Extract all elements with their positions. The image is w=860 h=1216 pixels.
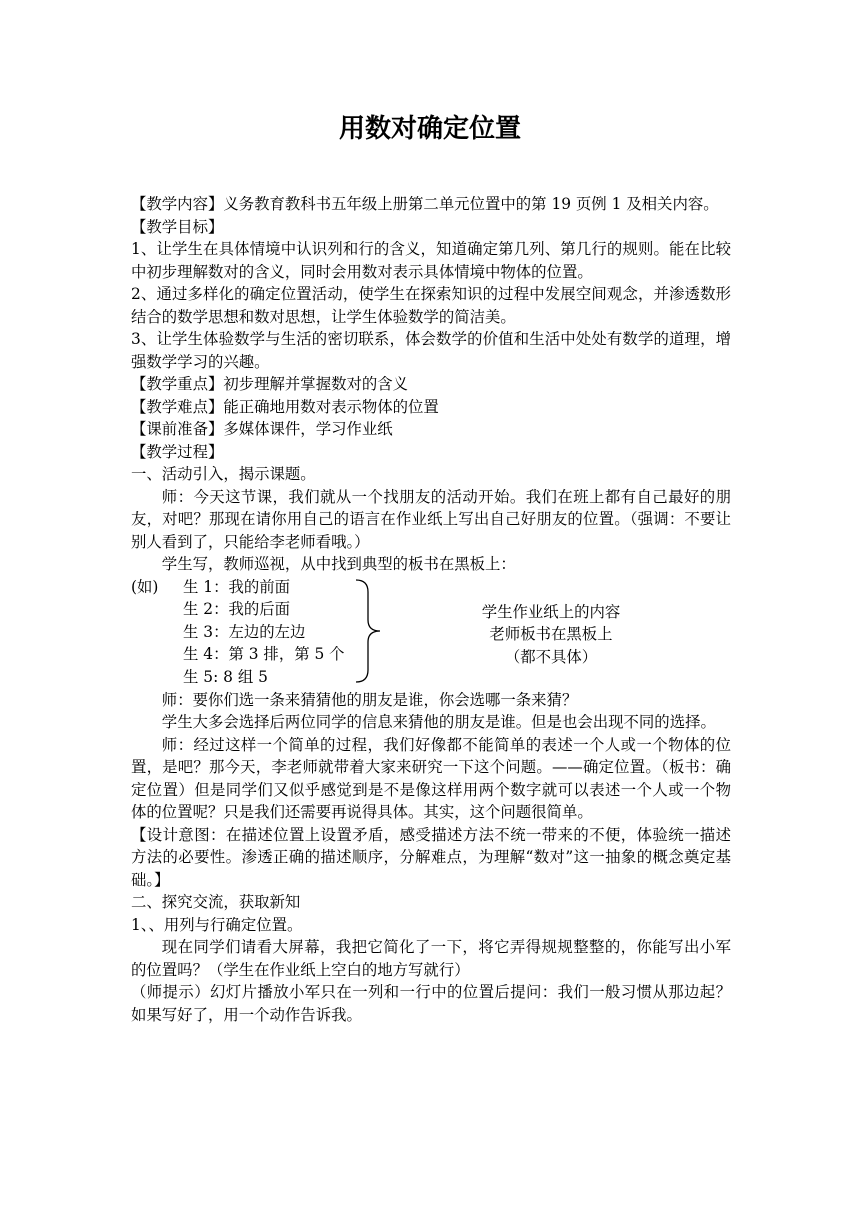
paragraph: 师：经过这样一个简单的过程，我们好像都不能简单的表述一个人或一个物体的位置，是吧？那今天，李老师就带着大家来研究一下这个问题。——确定位置。（板书：确定位置）但是同学们又似乎感觉到是不是像这样用两个数字就可以表述一个人或一个物体的位置呢？只是我们还需要再说得具体。其实，这个问题很简单。 bbox=[131, 735, 731, 821]
example-note-line: 学生作业纸上的内容 bbox=[481, 602, 621, 621]
paragraph: 【设计意图：在描述位置上设置矛盾，感受描述方法不统一带来的不便，体验统一描述方法的必要性。渗透正确的描述顺序，分解难点，为理解“数对”这一抽象的概念奠定基础。】 bbox=[131, 825, 731, 889]
paragraph: 一、活动引入，揭示课题。 bbox=[131, 465, 316, 483]
paragraphs-after bbox=[131, 689, 731, 1027]
paragraph: 3、让学生体验数学与生活的密切联系，体会数学的价值和生活中处处有数学的道理，增强数学学习的兴趣。 bbox=[131, 330, 731, 371]
paragraph: 【教学难点】能正确地用数对表示物体的位置 bbox=[131, 397, 439, 416]
example-lines bbox=[183, 576, 345, 689]
paragraph: 1、让学生在具体情境中认识列和行的含义，知道确定第几列、第几行的规则。能在比较中初步理解数对的含义，同时会用数对表示具体情境中物体的位置。 bbox=[131, 240, 731, 281]
example-line: 生 1：我的前面 bbox=[183, 577, 291, 596]
paragraph: （师提示）幻灯片播放小军只在一列和一行中的位置后提问：我们一般习惯从那边起？如果写好了，用一个动作告诉我。 bbox=[131, 983, 731, 1024]
paragraph: 1、、用列与行确定位置。 bbox=[131, 915, 303, 934]
paragraph: 学生大多会选择后两位同学的信息来猜他的朋友是谁。但是也会出现不同的选择。 bbox=[161, 713, 716, 731]
paragraph: 师：要你们选一条来猜猜他的朋友是谁，你会选哪一条来猜？ bbox=[161, 690, 578, 709]
curly-brace-icon bbox=[353, 578, 383, 684]
paragraph: 学生写，教师巡视，从中找到典型的板书在黑板上： bbox=[161, 555, 516, 573]
paragraph: 【教学目标】 bbox=[131, 217, 224, 236]
paragraph: 2、通过多样化的确定位置活动，使学生在探索知识的过程中发展空间观念，并渗透数形结合的数学思想和数对思想，让学生体验数学的简洁美。 bbox=[131, 285, 731, 326]
paragraph: 【教学内容】义务教育教科书五年级上册第二单元位置中的第 19 页例 1 及相关内容。 bbox=[131, 195, 719, 213]
paragraph: 【课前准备】多媒体课件，学习作业纸 bbox=[131, 420, 393, 438]
example-line: 生 5: 8 组 5 bbox=[183, 667, 268, 686]
document-body bbox=[131, 193, 731, 1026]
document-title: 用数对确定位置 bbox=[338, 114, 521, 144]
paragraph: 师：今天这节课，我们就从一个找朋友的活动开始。我们在班上都有自己最好的朋友，对吧？那现在请你用自己的语言在作业纸上写出自己好朋友的位置。（强调：不要让别人看到了，只能给李老师看哦。） bbox=[131, 487, 731, 551]
board-example bbox=[131, 576, 731, 689]
example-prefix: (如) bbox=[131, 577, 159, 596]
example-line: 生 2：我的后面 bbox=[183, 600, 291, 618]
example-note-line: （都不具体） bbox=[504, 647, 598, 666]
example-line: 生 4：第 3 排，第 5 个 bbox=[183, 645, 345, 663]
paragraph: 二、探究交流，获取新知 bbox=[131, 893, 301, 911]
paragraph: 【教学重点】初步理解并掌握数对的含义 bbox=[131, 375, 409, 393]
paragraph: 现在同学们请看大屏幕，我把它简化了一下，将它弄得规规整整的，你能写出小军的位置吗？（学生在作业纸上空白的地方写就行） bbox=[131, 938, 731, 979]
paragraph: 【教学过程】 bbox=[131, 442, 224, 461]
example-note-line: 老师板书在黑板上 bbox=[489, 625, 613, 643]
example-note bbox=[431, 601, 671, 669]
paragraphs-before bbox=[131, 193, 731, 576]
example-line: 生 3：左边的左边 bbox=[183, 622, 306, 641]
